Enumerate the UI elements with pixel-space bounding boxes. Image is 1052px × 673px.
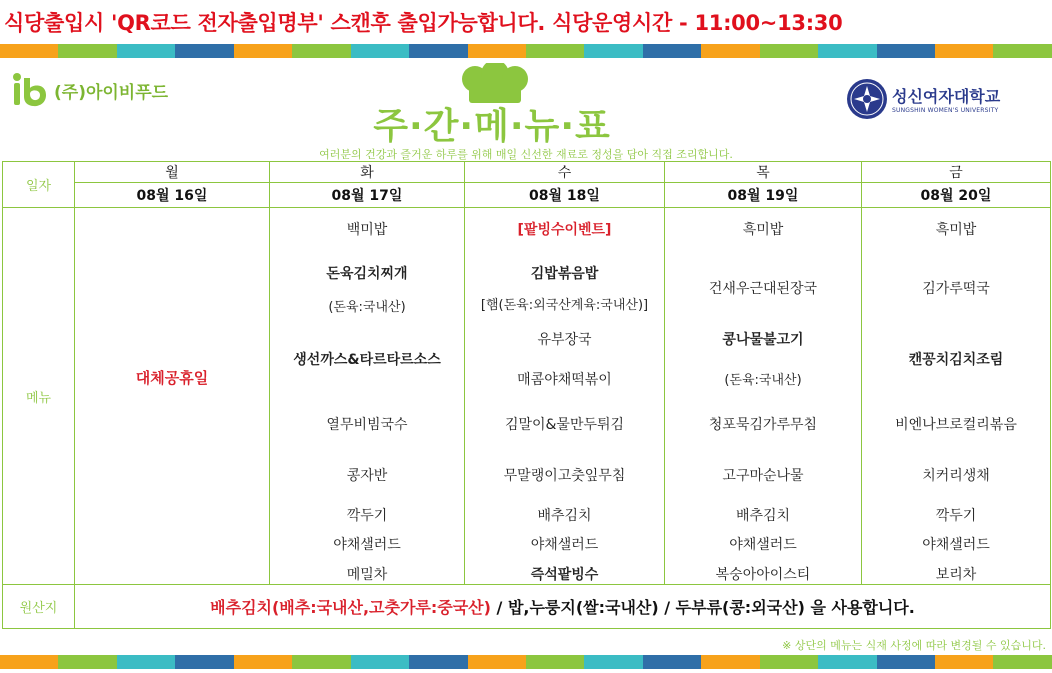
stripe-segment [818, 44, 876, 58]
bottom-color-stripe [0, 655, 1052, 669]
stripe-segment [175, 655, 233, 669]
stripe-segment [351, 44, 409, 58]
menu-item: 치커리생채 [922, 468, 990, 484]
menu-item: 돈육김치찌개 [326, 266, 408, 282]
menu-item: 복숭아아이스티 [715, 567, 811, 583]
menu-item: 건새우근대된장국 [708, 281, 818, 297]
menu-item: [햄(돈육:외국산계육:국내산)] [480, 298, 649, 313]
page-subtitle: 여러분의 건강과 즐거운 하루를 위해 매일 신선한 재료로 정성을 담아 직접 조리합니다. [319, 148, 733, 161]
stripe-segment [468, 44, 526, 58]
day-wed: 수 [465, 162, 665, 183]
stripe-segment [0, 655, 58, 669]
stripe-segment [877, 655, 935, 669]
menu-item: 보리차 [935, 567, 977, 583]
menu-item: 깍두기 [935, 508, 977, 524]
stripe-segment [234, 655, 292, 669]
stripe-segment [760, 655, 818, 669]
stripe-segment [292, 655, 350, 669]
menu-item: 백미밥 [346, 222, 388, 238]
top-color-stripe [0, 44, 1052, 58]
university-name-english: SUNGSHIN WOMEN'S UNIVERSITY [892, 107, 999, 114]
banner-text: 식당출입시 'QR코드 전자출입명부' 스캔후 출입가능합니다. 식당운영시간 - 11:00~13:30 [4, 11, 843, 35]
menu-tue [270, 208, 465, 585]
stripe-segment [643, 655, 701, 669]
sungshin-logo [846, 78, 1000, 120]
menu-label: 메뉴 [3, 208, 75, 585]
university-seal-icon [846, 78, 888, 120]
menu-item: 흑미밥 [742, 222, 784, 238]
date-wed: 08월 18일 [465, 183, 665, 208]
day-row [3, 162, 1051, 183]
menu-item: (돈육:국내산) [724, 373, 802, 388]
menu-item: 즉석팥빙수 [530, 567, 599, 583]
stripe-segment [468, 655, 526, 669]
origin-statement [75, 585, 1051, 629]
stripe-segment [58, 44, 116, 58]
menu-item: 캔꽁치김치조림 [908, 352, 1004, 368]
date-row [3, 183, 1051, 208]
stripe-segment [701, 44, 759, 58]
menu-fri [862, 208, 1051, 585]
menu-item: 배추김치 [537, 508, 592, 524]
date-thu: 08월 19일 [665, 183, 862, 208]
menu-item: 생선까스&타르타르소스 [293, 352, 441, 368]
page-title: 주·간·메·뉴·표 [373, 106, 611, 147]
stripe-segment [292, 44, 350, 58]
menu-item: 콩나물불고기 [722, 332, 804, 348]
stripe-segment [584, 655, 642, 669]
menu-item: 야채샐러드 [530, 537, 599, 553]
date-mon: 08월 16일 [75, 183, 270, 208]
stripe-segment [175, 44, 233, 58]
menu-row [3, 208, 1051, 585]
day-thu: 목 [665, 162, 862, 183]
stripe-segment [234, 44, 292, 58]
menu-item: 비엔나브로컬리볶음 [895, 417, 1017, 433]
day-fri: 금 [862, 162, 1051, 183]
day-mon: 월 [75, 162, 270, 183]
stripe-segment [526, 655, 584, 669]
menu-item: 깍두기 [346, 508, 388, 524]
change-notice: ※ 상단의 메뉴는 식재 사정에 따라 변경될 수 있습니다. [782, 639, 1046, 652]
day-tue: 화 [270, 162, 465, 183]
stripe-segment [351, 655, 409, 669]
origin-label: 원산지 [3, 585, 75, 629]
menu-item: 배추김치 [735, 508, 791, 524]
stripe-segment [935, 44, 993, 58]
menu-item: 야채샐러드 [729, 537, 797, 553]
menu-item: 야채샐러드 [922, 537, 990, 553]
stripe-segment [117, 655, 175, 669]
menu-wed [465, 208, 665, 585]
stripe-segment [760, 44, 818, 58]
stripe-segment [701, 655, 759, 669]
menu-item: 매콤야채떡볶이 [517, 372, 612, 388]
stripe-segment [993, 44, 1051, 58]
menu-item: 유부장국 [537, 332, 592, 348]
stripe-segment [935, 655, 993, 669]
weekly-menu-table [2, 161, 1051, 629]
menu-item: [팥빙수이벤트] [517, 222, 612, 238]
date-fri: 08월 20일 [862, 183, 1051, 208]
origin-rest: / 밥,누룽지(쌀:국내산) / 두부류(콩:외국산) 을 사용합니다. [490, 598, 915, 617]
stripe-segment [877, 44, 935, 58]
ibfood-logo-name: (주)아이비푸드 [54, 82, 169, 103]
stripe-segment [643, 44, 701, 58]
stripe-segment [0, 44, 58, 58]
date-tue: 08월 17일 [270, 183, 465, 208]
menu-item: 무말랭이고춧잎무침 [503, 468, 626, 484]
ibfood-logo-icon [12, 72, 50, 108]
stripe-segment [409, 655, 467, 669]
menu-thu [665, 208, 862, 585]
stripe-segment [117, 44, 175, 58]
menu-item: 열무비빔국수 [326, 417, 408, 433]
menu-item: 김가루떡국 [922, 281, 990, 297]
university-name: 성신여자대학교 [892, 87, 1001, 106]
stripe-segment [409, 44, 467, 58]
menu-item: (돈육:국내산) [328, 300, 406, 315]
menu-item: 청포묵김가루무침 [708, 417, 818, 433]
date-label: 일자 [3, 162, 75, 208]
origin-row [3, 585, 1051, 629]
stripe-segment [584, 44, 642, 58]
menu-mon [75, 208, 270, 585]
top-banner [0, 0, 1052, 42]
menu-item: 흑미밥 [935, 222, 977, 238]
menu-item: 김밥볶음밥 [530, 266, 599, 282]
menu-item: 김말이&물만두튀김 [504, 417, 625, 433]
menu-item: 고구마순나물 [722, 468, 804, 484]
ibfood-logo [12, 72, 168, 108]
stripe-segment [818, 655, 876, 669]
menu-item: 야채샐러드 [333, 537, 401, 553]
origin-kimchi: 배추김치(배추:국내산,고춧가루:중국산) [210, 598, 491, 617]
stripe-segment [993, 655, 1051, 669]
menu-item: 콩자반 [346, 468, 388, 484]
menu-item: 메밀차 [346, 567, 388, 583]
stripe-segment [526, 44, 584, 58]
holiday-label: 대체공휴일 [135, 369, 209, 387]
stripe-segment [58, 655, 116, 669]
